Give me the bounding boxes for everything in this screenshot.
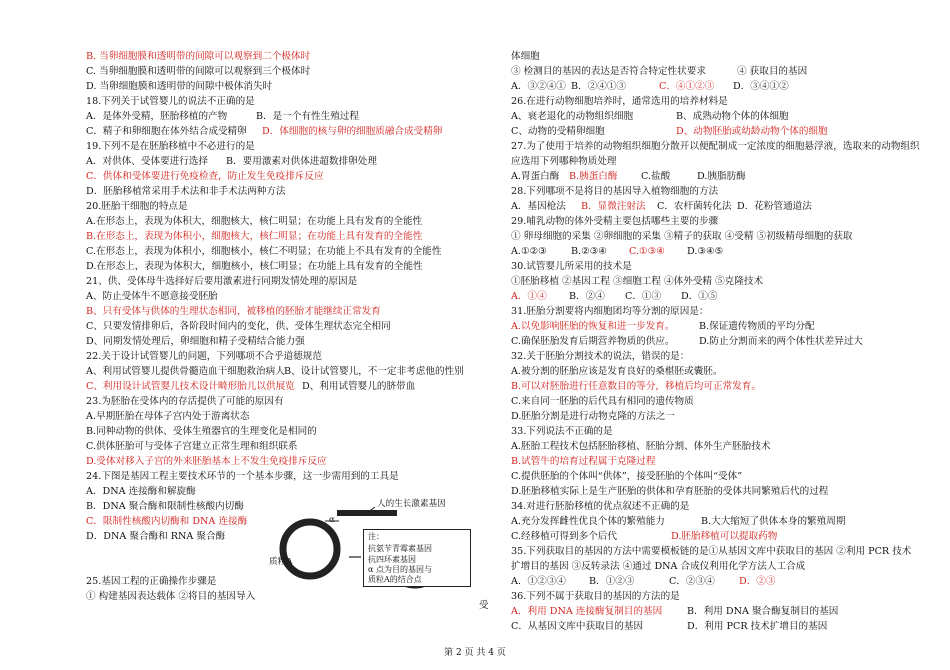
text-line: 21、供、受体母牛选择好后要用激素进行同期发情处理的原因是	[86, 276, 358, 287]
text-line	[511, 125, 828, 138]
text-line: 23.为胚胎在受体内的存活提供了可能的原因有	[86, 396, 284, 407]
text-segment: D.胰脂肪酶	[697, 171, 746, 182]
text-line: D.胚胎分割是进行动物克隆的方法之一	[511, 411, 675, 422]
text-segment: B.②③④	[571, 246, 607, 257]
text-line: 扩增目的基因 ③反转录法 ④通过 DNA 合成仪利用化学方法人工合成	[511, 561, 806, 572]
text-segment: B.胰蛋白酶	[569, 171, 618, 182]
text-segment: B、成熟动物个体的体细胞	[676, 111, 789, 122]
text-line	[86, 380, 416, 393]
text-line	[511, 290, 718, 303]
text-segment: B.大大缩短了供体本身的繁殖周期	[701, 516, 846, 527]
text-segment: D、动物胚胎或幼龄动物个体的细胞	[676, 126, 828, 137]
text-segment: B．②④①③	[571, 81, 627, 92]
text-segment: D．③④①②	[733, 81, 789, 92]
text-segment: A.以免影响胚胎的恢复和进一步发育。	[511, 321, 675, 332]
text-line: 34.对进行胚胎移植的优点叙述不正确的是	[511, 501, 690, 512]
text-segment: C.经移植可得到多个后代	[511, 531, 617, 542]
text-line: 24.下图是基因工程主要技术环节的一个基本步骤，这一步需用到的工具是	[86, 471, 399, 482]
text-line: 30.试管婴儿所采用的技术是	[511, 261, 632, 272]
text-line: C.供体胚胎可与受体子宫建立正常生理和组织联系	[86, 441, 298, 452]
text-segment: C.盐酸	[641, 171, 671, 182]
text-segment: A、利用试管婴儿提供骨髓造血干细胞救治病人	[86, 366, 285, 377]
text-line: 28.下列哪项不是将目的基因导入植物细胞的方法	[511, 186, 719, 197]
text-segment: C．②③④	[669, 576, 715, 587]
text-line: B、只有受体与供体的生理状态相同，被移植的胚胎才能继续正常发育	[86, 306, 381, 317]
text-segment: A．利用 DNA 连接酶复制目的基因	[511, 606, 663, 617]
text-line: 19.下列不是在胚胎移植中不必进行的是	[86, 141, 255, 152]
gene-label: 人的生长激素基因	[377, 499, 446, 509]
text-segment: A．①②③④	[511, 576, 566, 587]
text-line: B.同种动物的供体、受体生殖器官的生理变化是相同的	[86, 426, 317, 437]
text-line	[86, 155, 377, 168]
text-line	[511, 335, 863, 348]
text-line: C.提供胚胎的个体叫“供体”，接受胚胎的个体叫“受体”	[511, 471, 743, 482]
text-line: A.胚胎工程技术包括胚胎移植、胚胎分割、体外生产胚胎技术	[511, 441, 771, 452]
text-line: D.受体对移入子宫的外来胚胎基本上不发生免疫排斥反应	[86, 456, 327, 467]
text-line: ① 卵母细胞的采集 ②卵细胞的采集 ③精子的获取 ④受精 ⑤初级精母细胞的获取	[511, 231, 853, 242]
text-line: 36.下列不属于获取目的基因的方法的是	[511, 591, 680, 602]
text-segment: C．农杆菌转化法	[657, 201, 732, 212]
text-line: 29.哺乳动物的体外受精主要包括哪些主要的步骤	[511, 216, 719, 227]
text-line: B．DNA 聚合酶和限制性核酸内切酶	[86, 501, 244, 512]
page-footer: 第 2 页 共 4 页	[444, 648, 506, 658]
text-line: 应选用下列哪种物质处理	[511, 156, 617, 167]
text-segment: A．基因枪法	[511, 201, 566, 212]
text-line	[511, 320, 815, 333]
text-line: B. 当卵细胞膜和透明带的间隙可以观察到二个极体时	[86, 51, 311, 62]
text-segment: A.胃蛋白酶	[511, 171, 560, 182]
text-line: A.在形态上，表现为体积大，细胞核大，核仁明显；在功能上具有发育的全能性	[86, 216, 423, 227]
text-segment: D．花粉管通道法	[737, 201, 812, 212]
text-line: 26.在进行动物细胞培养时，通常选用的培养材料是	[511, 96, 728, 107]
note-line-2: 抗四环素基因	[368, 555, 416, 564]
text-segment: D.胚胎移植可以提取药物	[671, 531, 778, 542]
text-line	[511, 605, 839, 618]
text-line: C.来自同一胚胎的后代具有相同的遗传物质	[511, 396, 694, 407]
text-line: C. 当卵细胞膜和透明带的间隙可以观察到三个极体时	[86, 66, 311, 77]
text-line: D.在形态上，表现为体积大，细胞核小，核仁明显；在功能上具有发育的全能性	[86, 261, 423, 272]
text-line	[511, 530, 778, 543]
text-segment: B．①②③	[589, 576, 635, 587]
text-segment: D．体细胞的核与卵的细胞质融合成受精卵	[262, 126, 443, 137]
text-line: A、防止受体牛不愿意接受胚胎	[86, 291, 218, 302]
text-line: B.试管牛的培育过程属于克隆过程	[511, 456, 656, 467]
text-line	[86, 365, 464, 378]
text-line: 33.下列说法不正确的是	[511, 426, 613, 437]
text-segment: C．从基因文库中获取目的基因	[511, 621, 644, 632]
text-segment: B．是一个有性生殖过程	[256, 111, 359, 122]
note-line-1: 抗氨苄青霉素基因	[368, 544, 432, 553]
text-segment: A．对供体、受体要进行选择	[86, 156, 209, 167]
text-line: A.被分割的胚胎应该是发育良好的桑椹胚或囊胚。	[511, 366, 723, 377]
text-line: C.在形态上，表现为体积小，细胞核小，核仁不明显；在功能上不具有发育的全能性	[86, 246, 442, 257]
text-segment: C．精子和卵细胞在体外结合成受精卵	[86, 126, 247, 137]
text-segment: D.③④⑤	[687, 246, 724, 257]
text-segment: D、利用试管婴儿的脐带血	[302, 381, 416, 392]
plasmid-label: 质粒A	[269, 557, 293, 567]
text-line: C．限制性核酸内切酶和 DNA 连接酶	[86, 516, 248, 527]
text-line: ①胚胎移植 ②基因工程 ③细胞工程 ④体外受精 ⑤克隆技术	[511, 276, 764, 287]
text-segment: C.确保胚胎发育后期营养物质的供应。	[511, 336, 675, 347]
text-segment: B．显微注射法	[581, 201, 646, 212]
text-line	[511, 515, 846, 528]
text-segment: A.①②③	[511, 246, 547, 257]
text-segment: ③ 检测目的基因的表达是否符合特定性状要求	[511, 66, 706, 77]
text-line: A.早期胚胎在母体子宫内处于游离状态	[86, 411, 250, 422]
text-line: 20.胚胎干细胞的特点是	[86, 201, 188, 212]
text-line: C、只要发情排卵后，各阶段时间内的变化，供、受体生理状态完全相同	[86, 321, 391, 332]
text-segment: B.保证遗传物质的平均分配	[699, 321, 815, 332]
text-line: 31.胚胎分割要将内细胞团均等分割的原因是：	[511, 306, 709, 317]
text-line: ① 构建基因表达载体 ②将目的基因导入	[86, 591, 256, 602]
text-line: 18.下列关于试管婴儿的说法不正确的是	[86, 96, 255, 107]
text-segment: A、衰老退化的动物组织细胞	[511, 111, 634, 122]
note-line-3: α 点为目的基因与	[368, 565, 432, 574]
text-line: 35.下列获取目的基因的方法中需要模板链的是①从基因文库中获取目的基因 ②利用 PCR 技术	[511, 546, 912, 557]
text-segment: A．是体外受精，胚胎移植的产物	[86, 111, 228, 122]
note-line-4: 质粒A的结合点	[368, 575, 422, 584]
text-line: A．DNA 连接酶和解旋酶	[86, 486, 196, 497]
plasmid-figure	[265, 497, 475, 589]
text-line	[511, 80, 789, 93]
text-line	[511, 200, 812, 213]
text-segment: A.充分发挥雌性优良个体的繁殖能力	[511, 516, 665, 527]
text-segment: D．利用 PCR 技术扩增目的基因	[687, 621, 828, 632]
text-line	[511, 110, 789, 123]
text-segment: C．④①②③	[659, 81, 715, 92]
text-segment: B、设计试管婴儿，不一定非考虑他的性别	[284, 366, 464, 377]
note-title: 注：	[368, 532, 384, 541]
text-segment: B．利用 DNA 聚合酶复制目的基因	[687, 606, 839, 617]
text-line	[511, 245, 724, 258]
text-line: C．供体和受体要进行免疫检查，防止发生免疫排斥反应	[86, 171, 324, 182]
text-segment: C.①③④	[629, 246, 665, 257]
text-segment: A．①④	[511, 291, 547, 302]
text-line	[511, 65, 808, 78]
text-line: D、同期发情处理后，卵细胞和精子受精结合能力强	[86, 336, 305, 347]
text-segment: D．①⑤	[681, 291, 718, 302]
alpha-label: α	[329, 515, 335, 525]
text-line: B.在形态上，表现为体积小，细胞核大，核仁明显；在功能上具有发育的全能性	[86, 231, 423, 242]
figure-note-box	[363, 529, 471, 587]
text-line: 27.为了使用于培养的动物组织细胞分散开以便配制成一定浓度的细胞悬浮液，选取来的动物组织	[511, 141, 920, 152]
text-line	[511, 575, 776, 588]
text-segment: C．①③	[625, 291, 662, 302]
stray-char: 受	[479, 600, 489, 611]
text-line: 22.关于设计试管婴儿的问题，下列哪项不合乎道德规范	[86, 351, 322, 362]
text-segment: C、动物的受精卵细胞	[511, 126, 605, 137]
text-segment: B．要用激素对供体进超数排卵处理	[226, 156, 377, 167]
text-line	[86, 125, 443, 138]
text-line: D. 当卵细胞膜和透明带的间隙中极体消失时	[86, 81, 273, 92]
text-line	[86, 110, 359, 123]
text-line: 体细胞	[511, 51, 540, 62]
text-line: B.可以对胚胎进行任意数目的等分，移植后均可正常发育。	[511, 381, 761, 392]
text-line	[511, 620, 828, 633]
text-line: D.胚胎移植实际上是生产胚胎的供体和孕育胚胎的受体共同繁殖后代的过程	[511, 486, 829, 497]
text-segment: D．②③	[739, 576, 776, 587]
text-line: D．胚胎移植常采用手术法和非手术法两种方法	[86, 186, 286, 197]
plasmid-ring	[283, 522, 337, 576]
text-line: 25.基因工程的正确操作步骤是	[86, 576, 217, 587]
text-line: 32.关于胚胎分割技术的说法，错误的是：	[511, 351, 690, 362]
text-segment: A．③②④①	[511, 81, 566, 92]
text-segment: B．②④	[569, 291, 605, 302]
text-segment: D.防止分割而来的两个体性状差异过大	[699, 336, 863, 347]
text-segment: C、利用设计试管婴儿技术设计畸形胎儿以供展览	[86, 381, 295, 392]
text-line	[511, 170, 746, 183]
text-segment: ④ 获取目的基因	[737, 66, 808, 77]
text-line: D．DNA 聚合酶和 RNA 聚合酶	[86, 531, 226, 542]
